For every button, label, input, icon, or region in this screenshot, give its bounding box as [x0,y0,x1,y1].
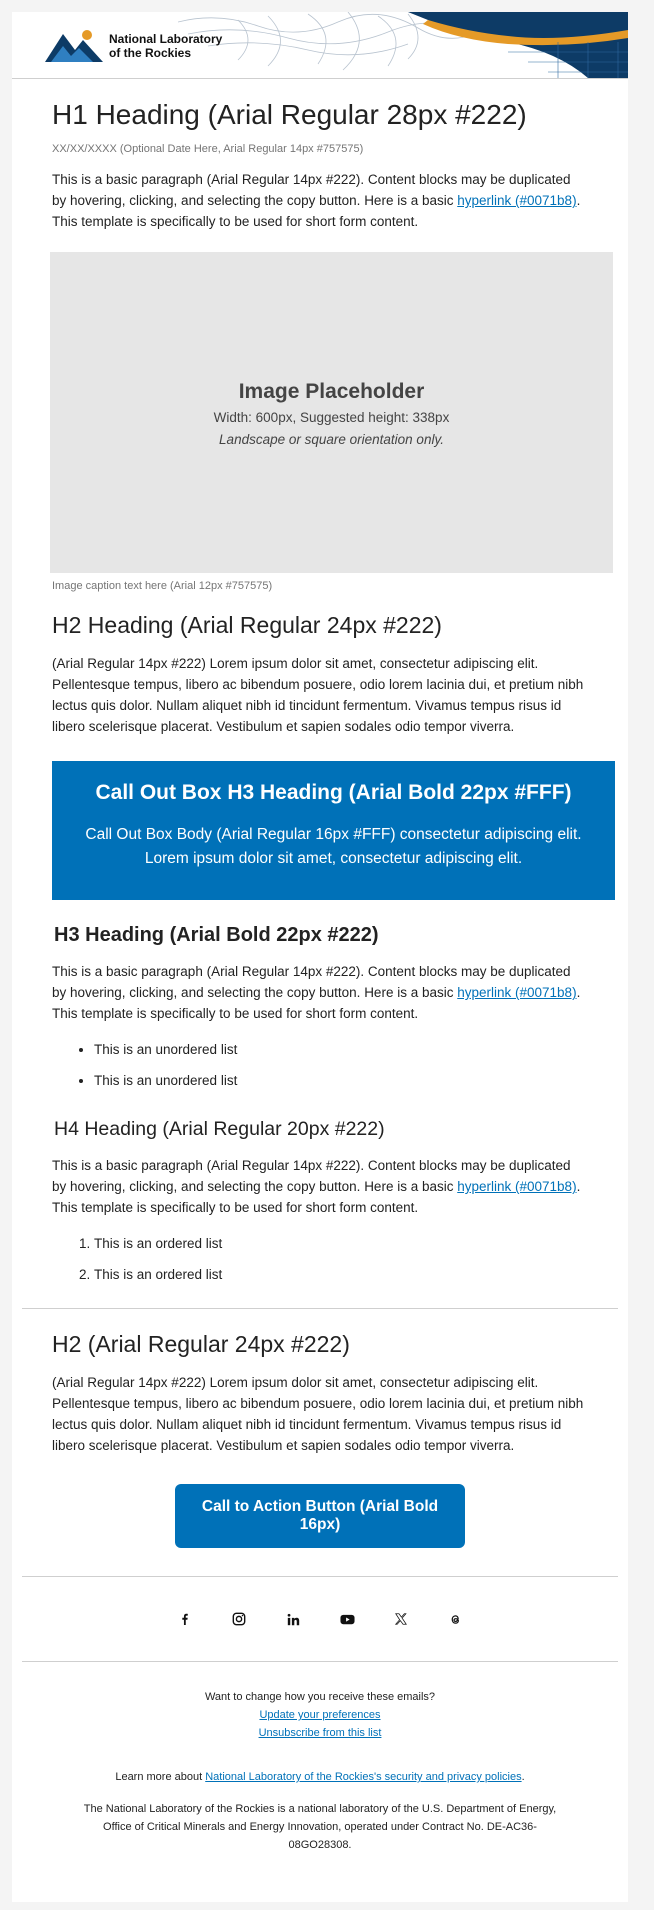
logo-text [109,32,222,60]
list-item: • This is an unordered list [94,1034,608,1065]
unsubscribe-link[interactable]: Unsubscribe from this list [258,1727,382,1739]
lorem-paragraph: (Arial Regular 14px #222) Lorem ipsum dolor sit amet, consectetur adipiscing elit. Pellentesque tempus, libero ac bibendum posuere, odio lorem lacinia dui, et pretium nibh lectus quis dolor. Nullam aliquet nibh id tincidunt fermentum. Vivamus tempus risus id libero scelerisque placerat. Vestibulum et sapien sodales odio tempor viverra. [52,656,584,734]
privacy-prefix: Learn more about [115,1771,206,1783]
list-item: 1. This is an ordered list [94,1228,608,1259]
ordered-list [52,1228,608,1290]
social-links [32,1577,608,1661]
section-divider [22,1308,618,1309]
callout-body: Call Out Box Body (Arial Regular 16px #FFF) consectetur adipiscing elit. Lorem ipsum dolor sit amet, consectetur adipiscing elit. [85,826,582,867]
h3-heading: H3 Heading (Arial Bold 22px #222) [54,924,379,946]
update-preferences-link[interactable]: Update your preferences [259,1709,381,1721]
linkedin-icon[interactable] [285,1611,301,1627]
logo-line1: National Laboratory [109,32,223,46]
h2-heading: H2 Heading (Arial Regular 24px #222) [52,612,442,638]
h2-heading-second: H2 (Arial Regular 24px #222) [52,1331,350,1357]
email-header [12,12,628,79]
cta-button[interactable]: Call to Action Button (Arial Bold 16px) [175,1484,465,1548]
intro-paragraph [52,169,588,232]
instagram-icon[interactable] [231,1611,247,1627]
legal-text: The National Laboratory of the Rockies is a national laboratory of the U.S. Department of Energy, Office of Critical Minerals and Energy Innovation, operated under Contract No. DE-AC36-08GO28308. [83,1803,557,1851]
paragraph-text: This is a basic paragraph (Arial Regular 14px #222). Content blocks may be duplicated by hovering, clicking, and selecting the copy button. Here is a basic [52,172,571,208]
h4-heading: H4 Heading (Arial Regular 20px #222) [54,1118,385,1140]
date-line: XX/XX/XXXX (Optional Date Here, Arial Regular 14px #757575) [52,143,364,155]
paragraph-text: This is a basic paragraph (Arial Regular 14px #222). Content blocks may be duplicated by hovering, clicking, and selecting the copy button. Here is a basic [52,1158,571,1194]
callout-heading: Call Out Box H3 Heading (Arial Bold 22px #FFF) [95,781,572,804]
x-icon[interactable] [393,1611,409,1627]
list-item: 2. This is an ordered list [94,1259,608,1290]
h1-heading: H1 Heading (Arial Regular 28px #222) [52,99,527,130]
threads-icon[interactable] [447,1611,463,1627]
h3-paragraph [52,961,588,1024]
hyperlink[interactable]: hyperlink (#0071b8) [457,1179,577,1194]
hyperlink[interactable]: hyperlink (#0071b8) [457,193,577,208]
h4-paragraph [52,1155,588,1218]
callout-box [52,761,615,900]
list-item: • This is an unordered list [94,1065,608,1096]
privacy-suffix: . [521,1771,525,1783]
youtube-icon[interactable] [339,1611,355,1627]
privacy-policy-link[interactable]: National Laboratory of the Rockies's security and privacy policies [205,1771,522,1783]
image-placeholder [50,252,613,573]
placeholder-title: Image Placeholder [238,380,425,403]
facebook-icon[interactable] [177,1611,193,1627]
placeholder-size: Width: 600px, Suggested height: 338px [213,410,450,425]
placeholder-orientation: Landscape or square orientation only. [219,432,444,447]
social-divider-bottom [22,1661,618,1662]
unordered-list [52,1034,608,1096]
email-container [12,12,628,1902]
paragraph-text: This is a basic paragraph (Arial Regular 14px #222). Content blocks may be duplicated by hovering, clicking, and selecting the copy button. Here is a basic [52,964,571,1000]
lorem-paragraph-second: (Arial Regular 14px #222) Lorem ipsum dolor sit amet, consectetur adipiscing elit. Pellentesque tempus, libero ac bibendum posuere, odio lorem lacinia dui, et pretium nibh lectus quis dolor. Nullam aliquet nibh id tincidunt fermentum. Vivamus tempus risus id libero scelerisque placerat. Vestibulum et sapien sodales odio tempor viverra. [52,1375,584,1453]
email-body [12,99,628,1854]
lab-logo[interactable] [45,28,222,64]
privacy-line [32,1768,608,1786]
image-caption: Image caption text here (Arial 12px #757575) [52,580,273,592]
paragraph-tail: . This template is specifically to be used for short form content. [52,1179,581,1215]
paragraph-tail: . This template is specifically to be used for short form content. [52,985,581,1021]
cta-wrapper [32,1484,608,1548]
mountain-logo-icon [45,28,103,64]
header-topographic-art [178,12,628,78]
logo-line2: of the Rockies [109,46,192,60]
paragraph-tail: . This template is specifically to be used for short form content. [52,193,581,229]
preference-question: Want to change how you receive these emails? [204,1691,436,1703]
hyperlink[interactable]: hyperlink (#0071b8) [457,985,577,1000]
email-footer [32,1688,608,1854]
